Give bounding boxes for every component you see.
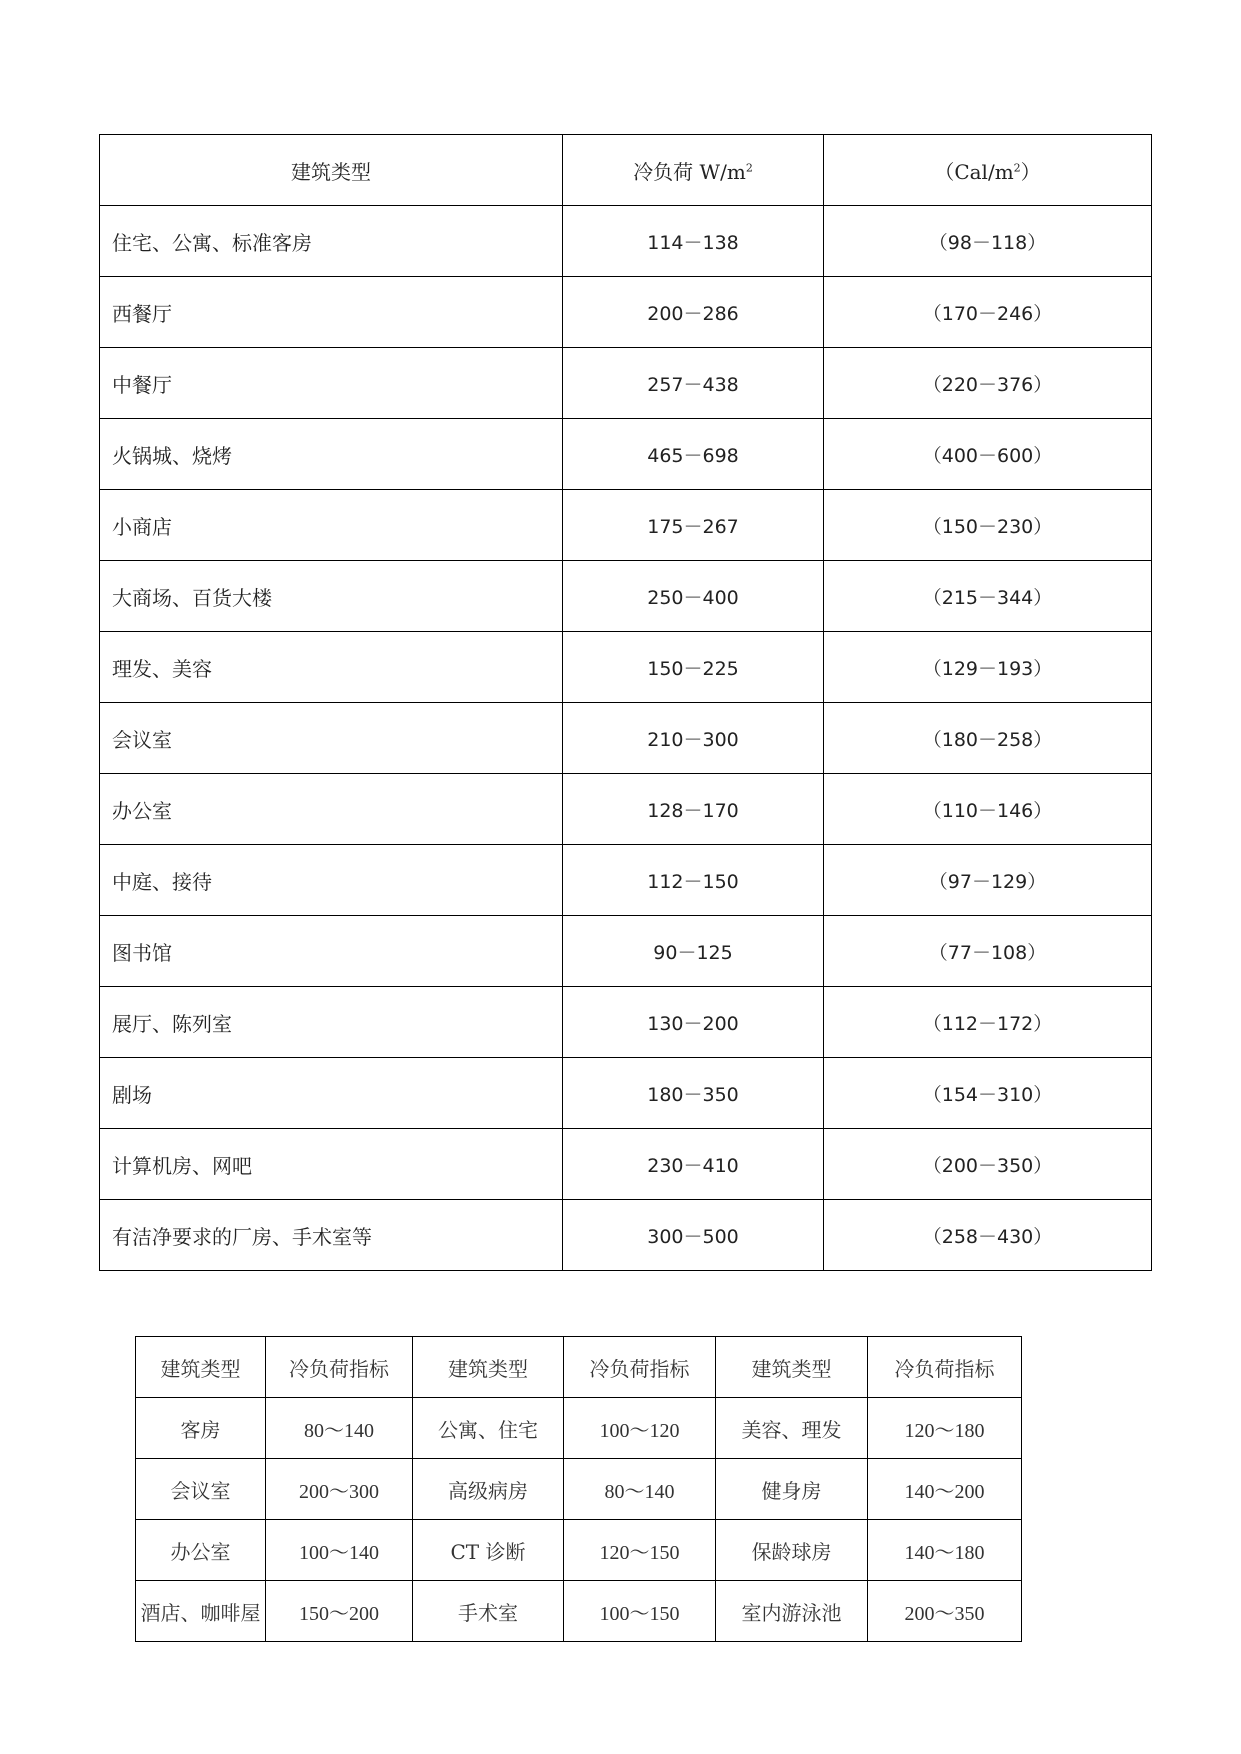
cooling-load-index-table — [135, 1336, 1022, 1642]
cooling-load-wm2-cell: 175－267 — [563, 490, 824, 561]
cooling-load-cal-cell: （97－129） — [824, 845, 1152, 916]
cooling-load-wm2-cell: 465－698 — [563, 419, 824, 490]
table-row — [136, 1520, 1022, 1581]
cooling-load-index-cell: 100～120 — [564, 1398, 716, 1459]
cooling-load-cal-cell: （110－146） — [824, 774, 1152, 845]
cooling-load-cal-cell: （215－344） — [824, 561, 1152, 632]
building-type-cell: 中庭、接待 — [100, 845, 563, 916]
cooling-load-cal-cell: （77－108） — [824, 916, 1152, 987]
header-building-type: 建筑类型 — [413, 1337, 564, 1398]
building-type-cell: 办公室 — [136, 1520, 266, 1581]
building-type-cell: 图书馆 — [100, 916, 563, 987]
header-building-type: 建筑类型 — [100, 135, 563, 206]
cooling-load-wm2-cell: 90－125 — [563, 916, 824, 987]
header-building-type: 建筑类型 — [716, 1337, 868, 1398]
table-header-row — [136, 1337, 1022, 1398]
cooling-load-index-cell: 200～300 — [266, 1459, 413, 1520]
building-type-cell: 会议室 — [136, 1459, 266, 1520]
building-type-cell: 高级病房 — [413, 1459, 564, 1520]
table-row — [100, 916, 1152, 987]
table-row — [100, 490, 1152, 561]
table-row — [100, 561, 1152, 632]
cooling-load-index-cell: 120～180 — [868, 1398, 1022, 1459]
cooling-load-index-cell: 100～140 — [266, 1520, 413, 1581]
cooling-load-cal-cell: （258－430） — [824, 1200, 1152, 1271]
cooling-load-index-table-body — [136, 1337, 1022, 1642]
cooling-load-wm2-cell: 128－170 — [563, 774, 824, 845]
table-row — [100, 419, 1152, 490]
cooling-load-cal-cell: （180－258） — [824, 703, 1152, 774]
cooling-load-cal-cell: （200－350） — [824, 1129, 1152, 1200]
building-type-cell: 酒店、咖啡屋 — [136, 1581, 266, 1642]
cooling-load-cal-cell: （400－600） — [824, 419, 1152, 490]
building-type-cell: 室内游泳池 — [716, 1581, 868, 1642]
cooling-load-wm2-cell: 130－200 — [563, 987, 824, 1058]
header-building-type: 建筑类型 — [136, 1337, 266, 1398]
table-row — [100, 277, 1152, 348]
header-cooling-load-cal: $(Cal/m^2)$ — [824, 135, 1152, 206]
building-type-cell: 小商店 — [100, 490, 563, 561]
cooling-load-index-cell: 140～200 — [868, 1459, 1022, 1520]
building-type-cell: 剧场 — [100, 1058, 563, 1129]
header-cooling-load-index: 冷负荷指标 — [868, 1337, 1022, 1398]
table-row — [100, 845, 1152, 916]
building-type-cell: 会议室 — [100, 703, 563, 774]
building-type-cell: 客房 — [136, 1398, 266, 1459]
building-type-cell: 中餐厅 — [100, 348, 563, 419]
table-row — [100, 774, 1152, 845]
cooling-load-index-cell: 100～150 — [564, 1581, 716, 1642]
cooling-load-index-cell: 120～150 — [564, 1520, 716, 1581]
table-row — [100, 632, 1152, 703]
building-type-cell: 健身房 — [716, 1459, 868, 1520]
building-type-cell: 有洁净要求的厂房、手术室等 — [100, 1200, 563, 1271]
header-cooling-load-index: 冷负荷指标 — [564, 1337, 716, 1398]
cooling-load-cal-cell: （98－118） — [824, 206, 1152, 277]
header-cooling-load-wm2: 冷负荷 $W/m^2$ — [563, 135, 824, 206]
cooling-load-index-cell: 200～350 — [868, 1581, 1022, 1642]
building-type-cell: 保龄球房 — [716, 1520, 868, 1581]
building-type-cell: 火锅城、烧烤 — [100, 419, 563, 490]
cooling-load-wm2-cell: 112－150 — [563, 845, 824, 916]
cooling-load-index-cell: 80～140 — [266, 1398, 413, 1459]
table-row — [100, 703, 1152, 774]
cooling-load-cal-cell: （129－193） — [824, 632, 1152, 703]
cooling-load-wm2-cell: 257－438 — [563, 348, 824, 419]
building-type-cell: 美容、理发 — [716, 1398, 868, 1459]
cooling-load-wm2-cell: 210－300 — [563, 703, 824, 774]
building-type-cell: 公寓、住宅 — [413, 1398, 564, 1459]
cooling-load-wm2-cell: 300－500 — [563, 1200, 824, 1271]
table-row — [100, 1058, 1152, 1129]
cooling-load-wm2-cell: 114－138 — [563, 206, 824, 277]
table-row — [100, 1129, 1152, 1200]
building-type-cell: 办公室 — [100, 774, 563, 845]
cooling-load-cal-cell: （150－230） — [824, 490, 1152, 561]
building-type-cell: 计算机房、网吧 — [100, 1129, 563, 1200]
table-row — [136, 1581, 1022, 1642]
table-row — [100, 348, 1152, 419]
table-header-row — [100, 135, 1152, 206]
cooling-load-wm2-cell: 230－410 — [563, 1129, 824, 1200]
cooling-load-wm2-cell: 250－400 — [563, 561, 824, 632]
cooling-load-index-cell: 80～140 — [564, 1459, 716, 1520]
building-type-cell: 大商场、百货大楼 — [100, 561, 563, 632]
building-type-cell: 住宅、公寓、标准客房 — [100, 206, 563, 277]
cooling-load-table-main-body — [100, 135, 1152, 1271]
cooling-load-cal-cell: （220－376） — [824, 348, 1152, 419]
table-row — [100, 206, 1152, 277]
building-type-cell: 手术室 — [413, 1581, 564, 1642]
cooling-load-cal-cell: （170－246） — [824, 277, 1152, 348]
cooling-load-wm2-cell: 200－286 — [563, 277, 824, 348]
building-type-cell: CT 诊断 — [413, 1520, 564, 1581]
cooling-load-wm2-cell: 180－350 — [563, 1058, 824, 1129]
cooling-load-wm2-cell: 150－225 — [563, 632, 824, 703]
cooling-load-index-cell: 140～180 — [868, 1520, 1022, 1581]
cooling-load-table-main — [99, 134, 1152, 1271]
cooling-load-index-cell: 150～200 — [266, 1581, 413, 1642]
table-row — [136, 1459, 1022, 1520]
cooling-load-cal-cell: （112－172） — [824, 987, 1152, 1058]
building-type-cell: 理发、美容 — [100, 632, 563, 703]
building-type-cell: 展厅、陈列室 — [100, 987, 563, 1058]
table-row — [100, 987, 1152, 1058]
table-row — [100, 1200, 1152, 1271]
table-row — [136, 1398, 1022, 1459]
building-type-cell: 西餐厅 — [100, 277, 563, 348]
cooling-load-cal-cell: （154－310） — [824, 1058, 1152, 1129]
header-cooling-load-index: 冷负荷指标 — [266, 1337, 413, 1398]
